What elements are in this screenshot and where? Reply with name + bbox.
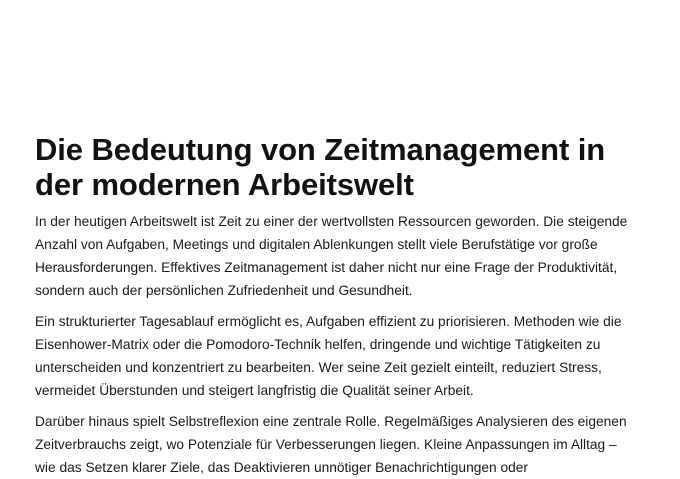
article xyxy=(35,132,640,479)
article-paragraph-1: In der heutigen Arbeitswelt ist Zeit zu einer der wertvollsten Ressourcen geworden. Die steigende Anzahl von Aufgaben, Meetings und digitalen Ablenkungen stellt viele Berufstätige vor große Herausforderungen. Effektives Zeitmanagement ist daher nicht nur eine Frage der Produktivität, sondern auch der persönlichen Zufriedenheit und Gesundheit. xyxy=(35,214,628,298)
article-paragraph-3: Darüber hinaus spielt Selbstreflexion eine zentrale Rolle. Regelmäßiges Analysieren des eigenen Zeitverbrauchs zeigt, wo Potenziale für Verbesserungen liegen. Kleine Anpassungen im Alltag – wie das Setzen klarer Ziele, das Deaktivieren unnötiger Benachrichtigungen oder xyxy=(35,414,627,475)
article-title: Die Bedeutung von Zeitmanagement in der modernen Arbeitswelt xyxy=(35,132,606,202)
article-paragraph-2: Ein strukturierter Tagesablauf ermöglicht es, Aufgaben effizient zu priorisieren. Methoden wie die Eisenhower-Matrix oder die Pomodoro-Technik helfen, dringende und wichtige Tätigkeiten zu unterscheiden und konzentriert zu bearbeiten. Wer seine Zeit gezielt einteilt, reduziert Stress, vermeidet Überstunden und steigert langfristig die Qualität seiner Arbeit. xyxy=(35,314,622,398)
